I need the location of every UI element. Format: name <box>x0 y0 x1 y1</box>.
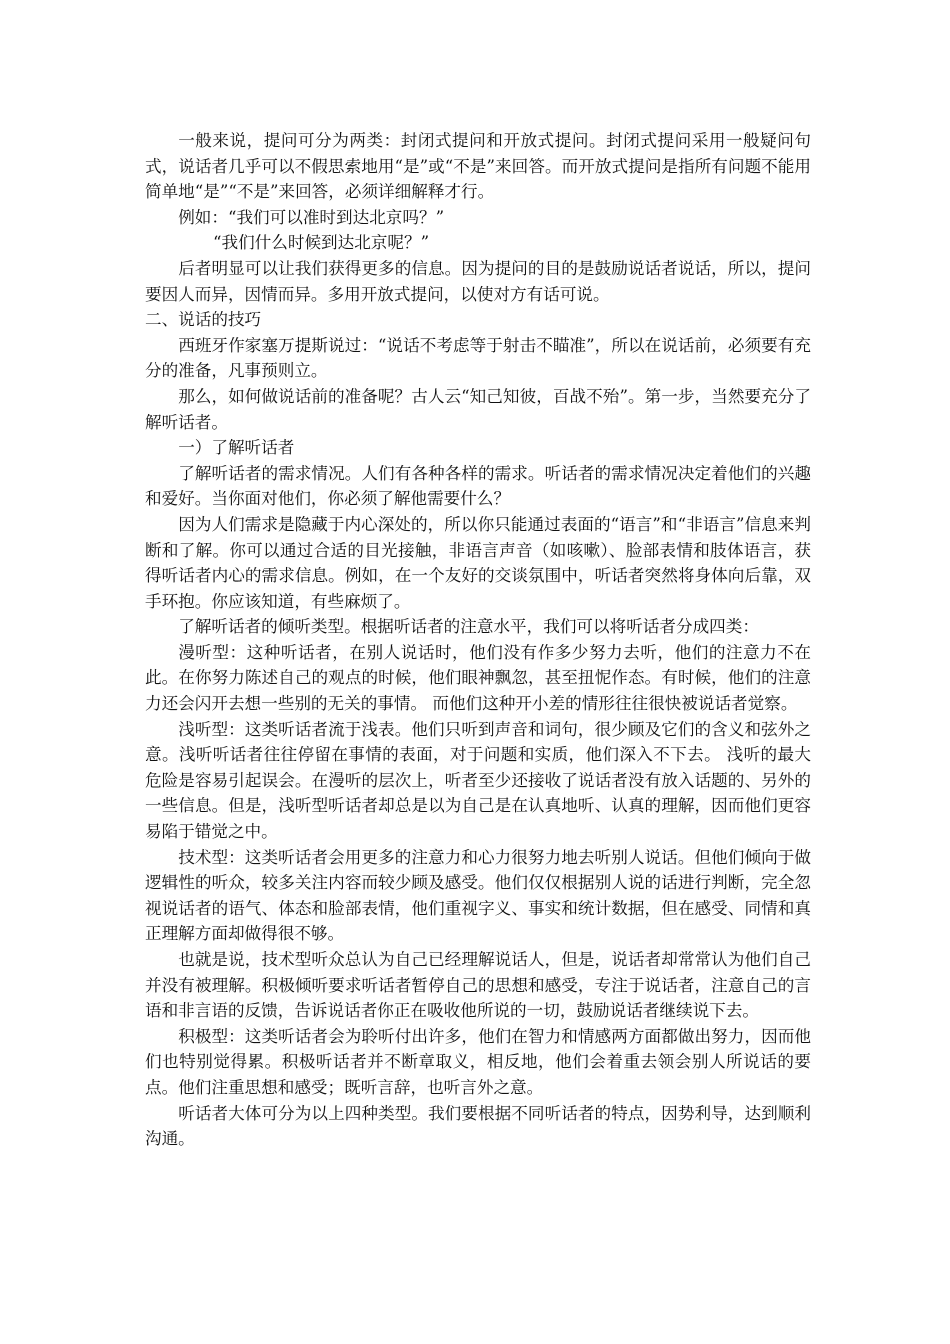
paragraph-hidden-needs: 因为人们需求是隐藏于内心深处的，所以你只能通过表面的“语言”和“非语言”信息来判断和了解。你可以通过合适的目光接触，非语言声音（如咳嗽）、脸部表情和肢体语言，获得听话者内心的需求信息。例如，在一个友好的交谈氛围中，听话者突然将身体向后靠，双手环抱。你应该知道，有些麻烦了。 <box>145 514 811 611</box>
paragraph-preparation: 那么，如何做说话前的准备呢？古人云“知己知彼，百战不殆”。第一步，当然要充分了解听话者。 <box>145 386 811 432</box>
paragraph-summary: 听话者大体可分为以上四种类型。我们要根据不同听话者的特点，因势利导，达到顺利沟通。 <box>145 1103 811 1149</box>
paragraph-active-listener: 积极型：这类听话者会为聆听付出许多，他们在智力和情感两方面都做出努力，因而他们也特别觉得累。积极听话者并不断章取义，相反地，他们会着重去领会别人所说话的要点。他们注重思想和感受；既听言辞，也听言外之意。 <box>145 1026 811 1097</box>
section-heading-speaking-skills: 二、说话的技巧 <box>145 310 262 330</box>
paragraph-example-open: “我们什么时候到达北京呢？” <box>213 233 430 253</box>
paragraph-listener-needs: 了解听话者的需求情况。人们有各种各样的需求。听话者的需求情况决定着他们的兴趣和爱好。当你面对他们，你必须了解他需要什么？ <box>145 463 811 509</box>
paragraph-listening-types-intro: 了解听话者的倾听类型。根据听话者的注意水平，我们可以将听话者分成四类： <box>178 617 759 637</box>
paragraph-technical-listener: 技术型：这类听话者会用更多的注意力和心力很努力地去听别人说话。但他们倾向于做逻辑性的听众，较多关注内容而较少顾及感受。他们仅仅根据别人说的话进行判断，完全忽视说话者的语气、体态和脸部表情，他们重视字义、事实和统计数据，但在感受、同情和真正理解方面却做得很不够。 <box>145 847 811 944</box>
paragraph-cervantes-quote: 西班牙作家塞万提斯说过：“说话不考虑等于射击不瞄准”，所以在说话前，必须要有充分的准备，凡事预则立。 <box>145 335 811 381</box>
subheading-know-listener: 一）了解听话者 <box>178 438 295 458</box>
document-body <box>145 128 811 1152</box>
paragraph-open-question-benefit: 后者明显可以让我们获得更多的信息。因为提问的目的是鼓励说话者说话，所以，提问要因人而异，因情而异。多用开放式提问，以使对方有话可说。 <box>145 258 811 304</box>
paragraph-technical-explained: 也就是说，技术型听众总认为自己已经理解说话人，但是，说话者却常常认为他们自己并没有被理解。积极倾听要求听话者暂停自己的思想和感受，专注于说话者，注意自己的言语和非言语的反馈，告诉说话者你正在吸收他所说的一切，鼓励说话者继续说下去。 <box>145 950 811 1021</box>
paragraph-question-types: 一般来说，提问可分为两类：封闭式提问和开放式提问。封闭式提问采用一般疑问句式，说话者几乎可以不假思索地用“是”或“不是”来回答。而开放式提问是指所有问题不能用简单地“是”“不是”来回答，必须详细解释才行。 <box>145 131 811 202</box>
paragraph-casual-listener: 漫听型：这种听话者，在别人说话时，他们没有作多少努力去听，他们的注意力不在此。在你努力陈述自己的观点的时候，他们眼神飘忽，甚至扭怩作态。有时候，他们的注意力还会闪开去想一些别的无关的事情。 而他们这种开小差的情形往往很快被说话者觉察。 <box>145 642 811 714</box>
paragraph-example-closed: 例如：“我们可以准时到达北京吗？” <box>178 207 445 227</box>
paragraph-shallow-listener: 浅听型：这类听话者流于浅表。他们只听到声音和词句，很少顾及它们的含义和弦外之意。浅听听话者往往停留在事情的表面，对于问题和实质，他们深入不下去。 浅听的最大危险是容易引起误会。在漫听的层次上，听者至少还接收了说话者没有放入话题的、另外的一些信息。但是，浅听型听话者却总是以为自己是在认真地听、认真的理解，因而他们更容易陷于错觉之中。 <box>145 719 811 842</box>
